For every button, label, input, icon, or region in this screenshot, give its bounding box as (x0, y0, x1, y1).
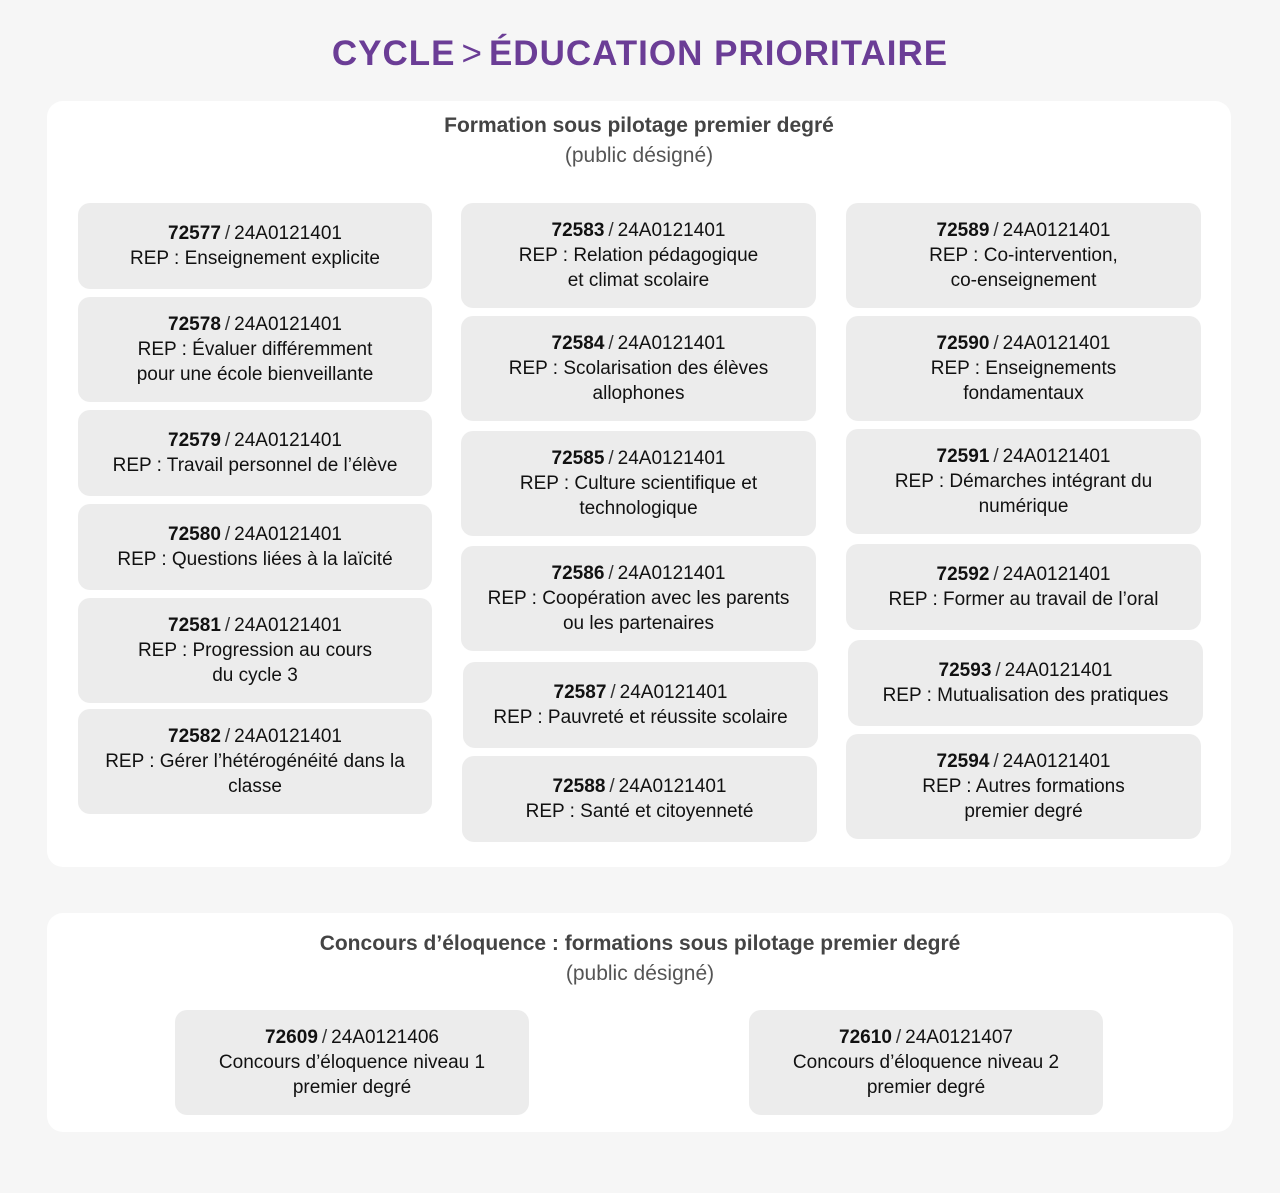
training-card-72586[interactable] (461, 546, 816, 651)
card-title: Concours d’éloquence niveau 1 premier degré (218, 1052, 486, 1098)
card-code: 24A0121401 (617, 333, 726, 354)
card-number: 72588 (552, 776, 606, 797)
card-number: 72589 (936, 220, 990, 241)
card-number: 72578 (168, 314, 221, 335)
card-title: REP : Relation pédagogique et climat scolaire (518, 245, 759, 291)
training-card-72609[interactable] (175, 1010, 529, 1115)
card-code-line: 72578 / 24A0121401 (168, 314, 342, 335)
card-title: REP : Co-intervention, co-enseignement (929, 245, 1118, 291)
card-number: 72580 (168, 524, 221, 545)
card-code-line: 72579 / 24A0121401 (168, 430, 342, 451)
card-title: Concours d’éloquence niveau 2 premier degré (792, 1052, 1060, 1098)
card-title: REP : Culture scientifique et technologique (519, 473, 758, 519)
card-code-line: 72593 / 24A0121401 (938, 660, 1113, 681)
training-card-72593[interactable] (848, 640, 1203, 726)
card-title: REP : Démarches intégrant du numérique (894, 471, 1153, 517)
card-code: 24A0121401 (619, 682, 728, 703)
card-code: 24A0121401 (234, 726, 342, 747)
title-separator: > (461, 34, 483, 73)
card-code: 24A0121401 (1002, 564, 1111, 585)
card-code-line: 72589 / 24A0121401 (936, 220, 1111, 241)
training-card-72584[interactable] (461, 316, 816, 421)
card-number: 72609 (265, 1027, 318, 1048)
training-card-72579[interactable] (78, 410, 432, 496)
card-title: REP : Gérer l’hétérogénéité dans la classe (105, 751, 405, 797)
card-code: 24A0121401 (234, 223, 342, 244)
card-number: 72610 (839, 1027, 892, 1048)
card-code: 24A0121401 (617, 563, 726, 584)
card-code: 24A0121401 (1002, 751, 1111, 772)
training-card-72577[interactable] (78, 203, 432, 289)
card-code-line: 72584 / 24A0121401 (551, 333, 726, 354)
training-card-72583[interactable] (461, 203, 816, 308)
title-cycle: CYCLE (331, 34, 456, 73)
card-number: 72582 (168, 726, 221, 747)
card-number: 72579 (168, 430, 221, 451)
card-code-line: 72588 / 24A0121401 (552, 776, 727, 797)
panel-subtitle: (public désigné) (565, 962, 715, 985)
card-code: 24A0121401 (1002, 333, 1111, 354)
card-code-line: 72591 / 24A0121401 (936, 446, 1111, 467)
card-code-line: 72582 / 24A0121401 (168, 726, 342, 747)
card-number: 72583 (551, 220, 605, 241)
card-number: 72587 (553, 682, 607, 703)
title-education-prioritaire: ÉDUCATION PRIORITAIRE (488, 34, 949, 73)
card-code: 24A0121401 (234, 314, 342, 335)
card-code-line: 72590 / 24A0121401 (936, 333, 1111, 354)
training-card-72582[interactable] (78, 709, 432, 814)
card-code: 24A0121401 (617, 448, 726, 469)
card-code-line: 72583 / 24A0121401 (551, 220, 726, 241)
training-card-72580[interactable] (78, 504, 432, 590)
card-code: 24A0121401 (1004, 660, 1113, 681)
card-code-line: 72592 / 24A0121401 (936, 564, 1111, 585)
card-code: 24A0121401 (617, 220, 726, 241)
panel-title: Concours d’éloquence : formations sous pilotage premier degré (319, 932, 961, 955)
training-card-72578[interactable] (78, 297, 432, 402)
card-number: 72593 (938, 660, 992, 681)
card-number: 72585 (551, 448, 605, 469)
page-title (0, 34, 1280, 74)
card-code: 24A0121401 (234, 615, 342, 636)
card-title: REP : Enseignement explicite (130, 248, 380, 269)
card-title: REP : Autres formations premier degré (922, 776, 1125, 822)
training-card-72587[interactable] (463, 662, 818, 748)
card-title: REP : Mutualisation des pratiques (882, 685, 1169, 706)
card-title: REP : Progression au cours du cycle 3 (137, 640, 373, 686)
card-title: REP : Travail personnel de l’élève (112, 455, 398, 476)
card-code-line: 72580 / 24A0121401 (168, 524, 342, 545)
card-number: 72581 (168, 615, 221, 636)
card-number: 72586 (551, 563, 605, 584)
training-card-72590[interactable] (846, 316, 1201, 421)
card-code-line: 72609 / 24A0121406 (265, 1027, 439, 1048)
card-title: REP : Questions liées à la laïcité (117, 549, 393, 570)
training-card-72591[interactable] (846, 429, 1201, 534)
card-number: 72590 (936, 333, 990, 354)
card-code: 24A0121401 (1002, 446, 1111, 467)
card-code: 24A0121401 (234, 430, 342, 451)
card-code-line: 72581 / 24A0121401 (168, 615, 342, 636)
training-card-72610[interactable] (749, 1010, 1103, 1115)
panel-heading (47, 111, 1231, 171)
card-number: 72584 (551, 333, 605, 354)
card-code: 24A0121406 (331, 1027, 439, 1048)
card-code-line: 72594 / 24A0121401 (936, 751, 1111, 772)
card-code: 24A0121407 (905, 1027, 1013, 1048)
card-title: REP : Former au travail de l’oral (888, 589, 1159, 610)
card-code-line: 72585 / 24A0121401 (551, 448, 726, 469)
card-code-line: 72587 / 24A0121401 (553, 682, 728, 703)
card-number: 72591 (936, 446, 990, 467)
training-card-72594[interactable] (846, 734, 1201, 839)
card-title: REP : Enseignements fondamentaux (930, 358, 1117, 404)
training-card-72585[interactable] (461, 431, 816, 536)
card-title: REP : Scolarisation des élèves allophones (508, 358, 769, 404)
card-number: 72592 (936, 564, 990, 585)
card-code-line: 72610 / 24A0121407 (839, 1027, 1013, 1048)
card-title: REP : Santé et citoyenneté (525, 801, 754, 822)
card-number: 72594 (936, 751, 990, 772)
card-title: REP : Pauvreté et réussite scolaire (493, 707, 788, 728)
training-card-72588[interactable] (462, 756, 817, 842)
card-code: 24A0121401 (234, 524, 342, 545)
training-card-72589[interactable] (846, 203, 1201, 308)
training-card-72592[interactable] (846, 544, 1201, 630)
panel-subtitle: (public désigné) (564, 144, 714, 167)
panel-heading (47, 929, 1233, 989)
card-title: REP : Coopération avec les parents ou les partenaires (487, 588, 790, 634)
training-card-72581[interactable] (78, 598, 432, 703)
card-code: 24A0121401 (1002, 220, 1111, 241)
card-number: 72577 (168, 223, 221, 244)
card-title: REP : Évaluer différemment pour une école bienveillante (136, 339, 374, 385)
card-code-line: 72577 / 24A0121401 (168, 223, 342, 244)
card-code-line: 72586 / 24A0121401 (551, 563, 726, 584)
card-code: 24A0121401 (618, 776, 727, 797)
panel-title: Formation sous pilotage premier degré (444, 114, 834, 137)
